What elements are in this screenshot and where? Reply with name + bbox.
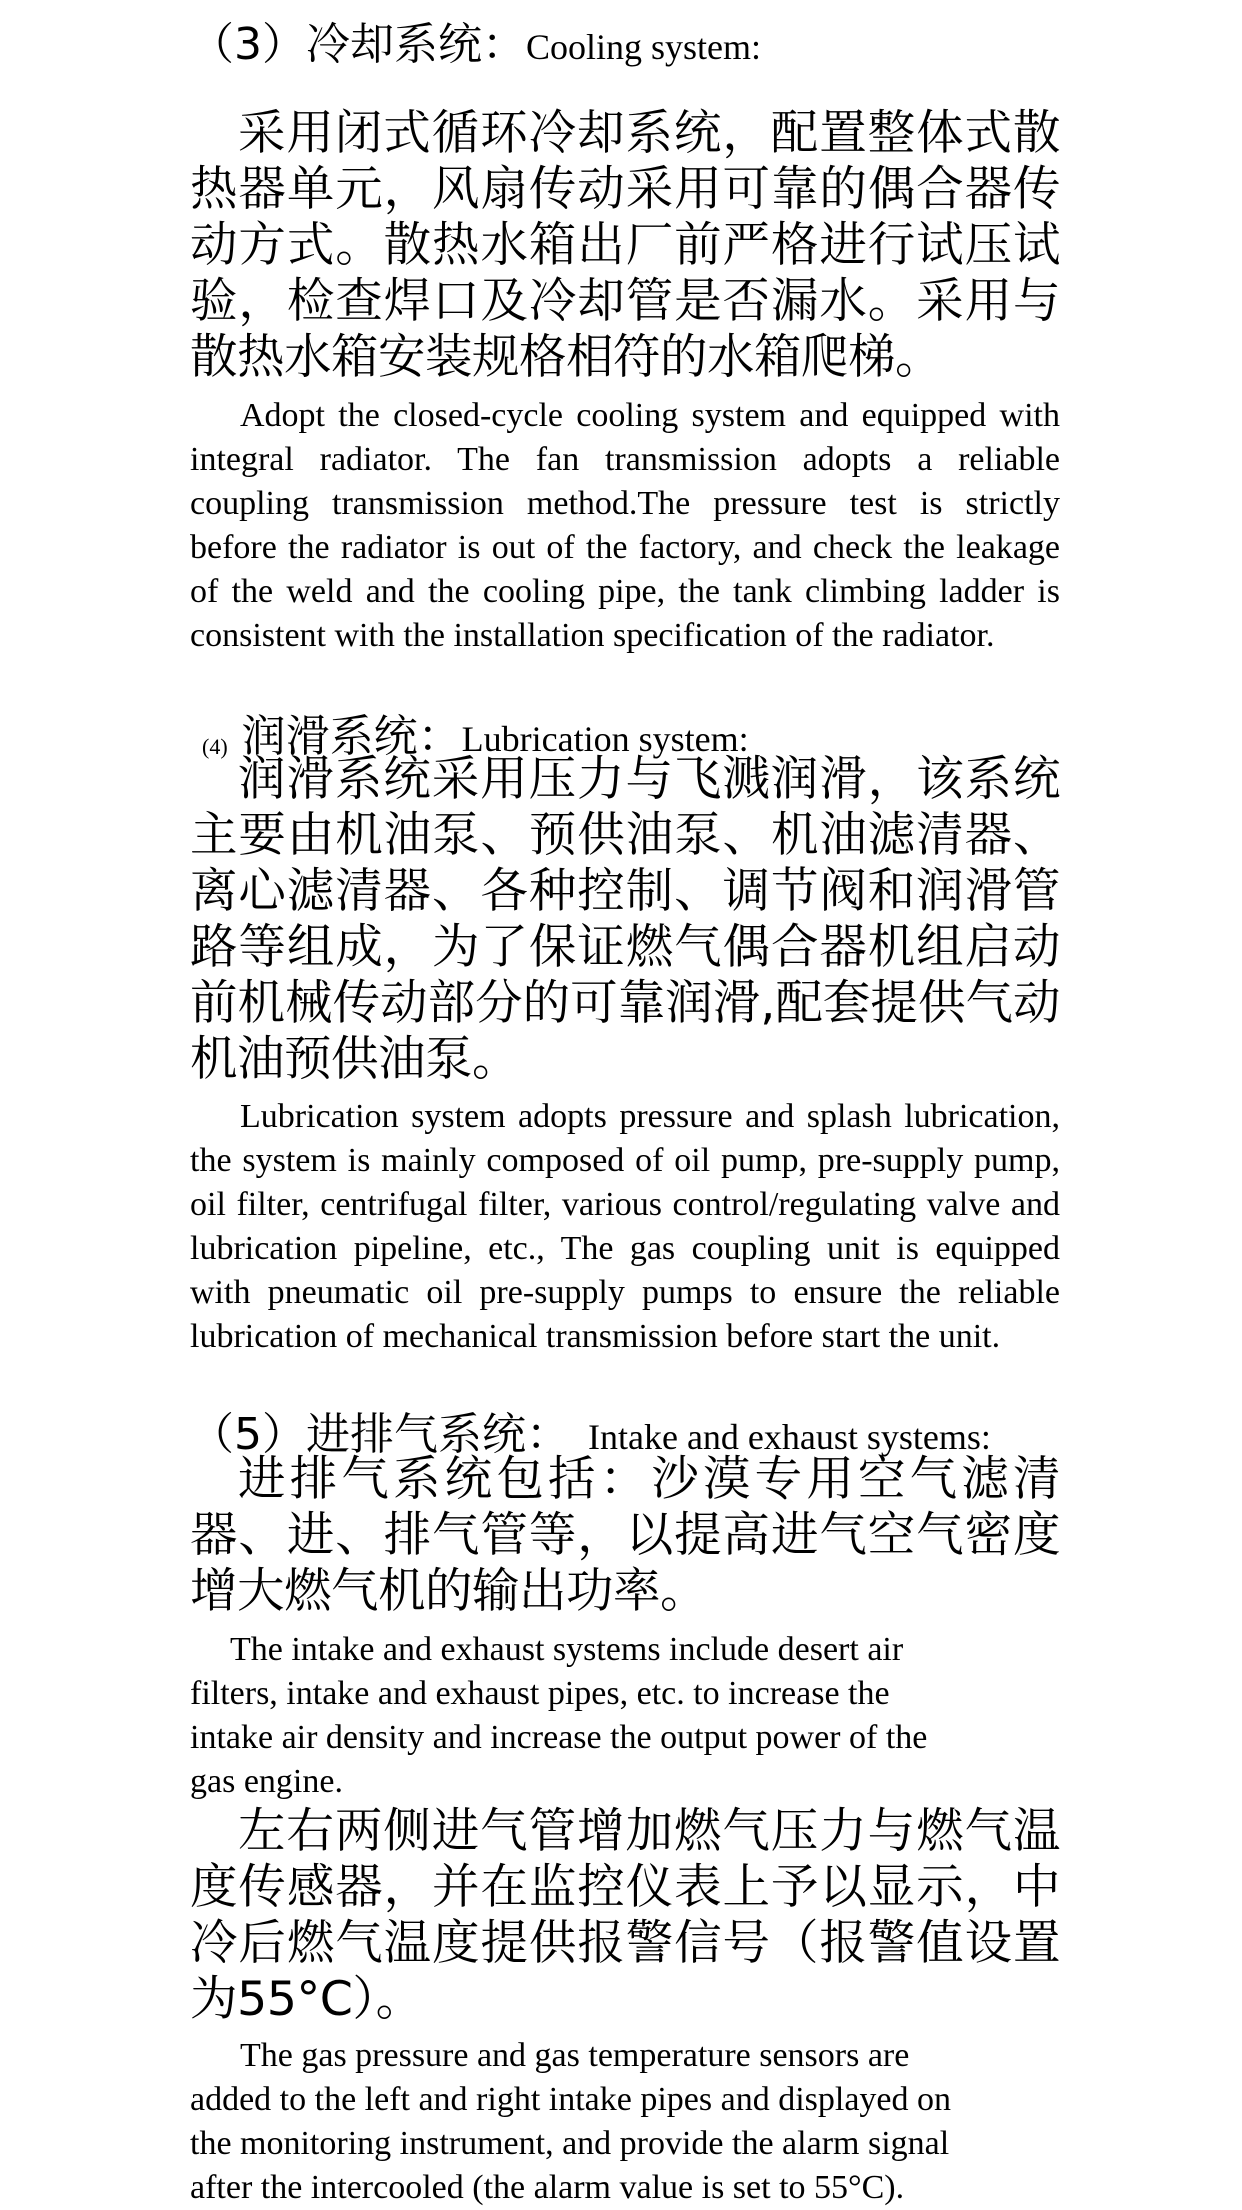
lubrication-title-zh: 润滑系统：	[241, 711, 462, 762]
intake-paragraph-en	[190, 1628, 1060, 1804]
sensor-en-line: The gas pressure and gas temperature sensors are	[240, 2037, 910, 2074]
intake-title-en: Intake and exhaust systems:	[588, 1417, 991, 1457]
cooling-paragraph-en: Adopt the closed-cycle cooling system and equipped with integral radiator. The fan transmission adopts a reliable coupling transmission method.The pressure test is strictly before the radiator is out of the factory, and check the leakage of the weld and the cooling pipe, the tank climbing ladder is consistent with the installation specification of the radiator.	[190, 397, 1060, 654]
sensor-en-line: added to the left and right intake pipes and displayed on	[190, 2081, 952, 2118]
intake-paragraph-zh: 进排气系统包括：沙漠专用空气滤清器、进、排气管等，以提高进气空气密度增大燃气机的输出功率。	[190, 1452, 1060, 1619]
lubrication-number: (4)	[202, 734, 228, 760]
cooling-paragraph-zh: 采用闭式循环冷却系统，配置整体式散热器单元，风扇传动采用可靠的偶合器传动方式。散热水箱出厂前严格进行试压试验，检查焊口及冷却管是否漏水。采用与散热水箱安装规格相符的水箱爬梯。	[190, 106, 1060, 385]
sensor-paragraph-zh: 左右两侧进气管增加燃气压力与燃气温度传感器，并在监控仪表上予以显示，中冷后燃气温度提供报警信号（报警值设置为55°C）。	[190, 1804, 1060, 2027]
cooling-heading	[190, 8, 1090, 72]
lubrication-title-en: Lubrication system:	[461, 719, 749, 759]
lubrication-paragraph-en: Lubrication system adopts pressure and splash lubrication, the system is mainly composed of oil pump, pre-supply pump, oil filter, centrifugal filter, various control/regulating valve and lubrication pipeline, etc., The gas coupling unit is equipped with pneumatic oil pre-supply pumps to ensure the reliable lubrication of mechanical transmission before start the unit.	[190, 1098, 1060, 1355]
sensor-en-line: the monitoring instrument, and provide the alarm signal	[190, 2125, 950, 2162]
intake-title-zh: 进排气系统：	[306, 1409, 570, 1460]
cooling-number: （3）	[190, 19, 306, 70]
sensor-paragraph-en	[190, 2034, 1060, 2210]
top-cut-fragment	[190, 0, 650, 4]
intake-en-line: The intake and exhaust systems include desert air	[230, 1631, 904, 1668]
lubrication-paragraph-zh: 润滑系统采用压力与飞溅润滑，该系统主要由机油泵、预供油泵、机油滤清器、离心滤清器、各种控制、调节阀和润滑管路等组成，为了保证燃气偶合器机组启动前机械传动部分的可靠润滑,配套提供气动机油预供油泵。	[190, 752, 1060, 1087]
sensor-en-line: after the intercooled (the alarm value is set to 55°C).	[190, 2169, 905, 2206]
intake-en-line: filters, intake and exhaust pipes, etc. to increase the	[190, 1675, 890, 1712]
intake-en-line: intake air density and increase the output power of the	[190, 1719, 928, 1756]
cooling-title-en: Cooling system:	[526, 27, 762, 67]
cooling-title-zh: 冷却系统：	[306, 19, 526, 70]
intake-en-line: gas engine.	[190, 1763, 343, 1800]
intake-number: （5）	[190, 1409, 306, 1460]
